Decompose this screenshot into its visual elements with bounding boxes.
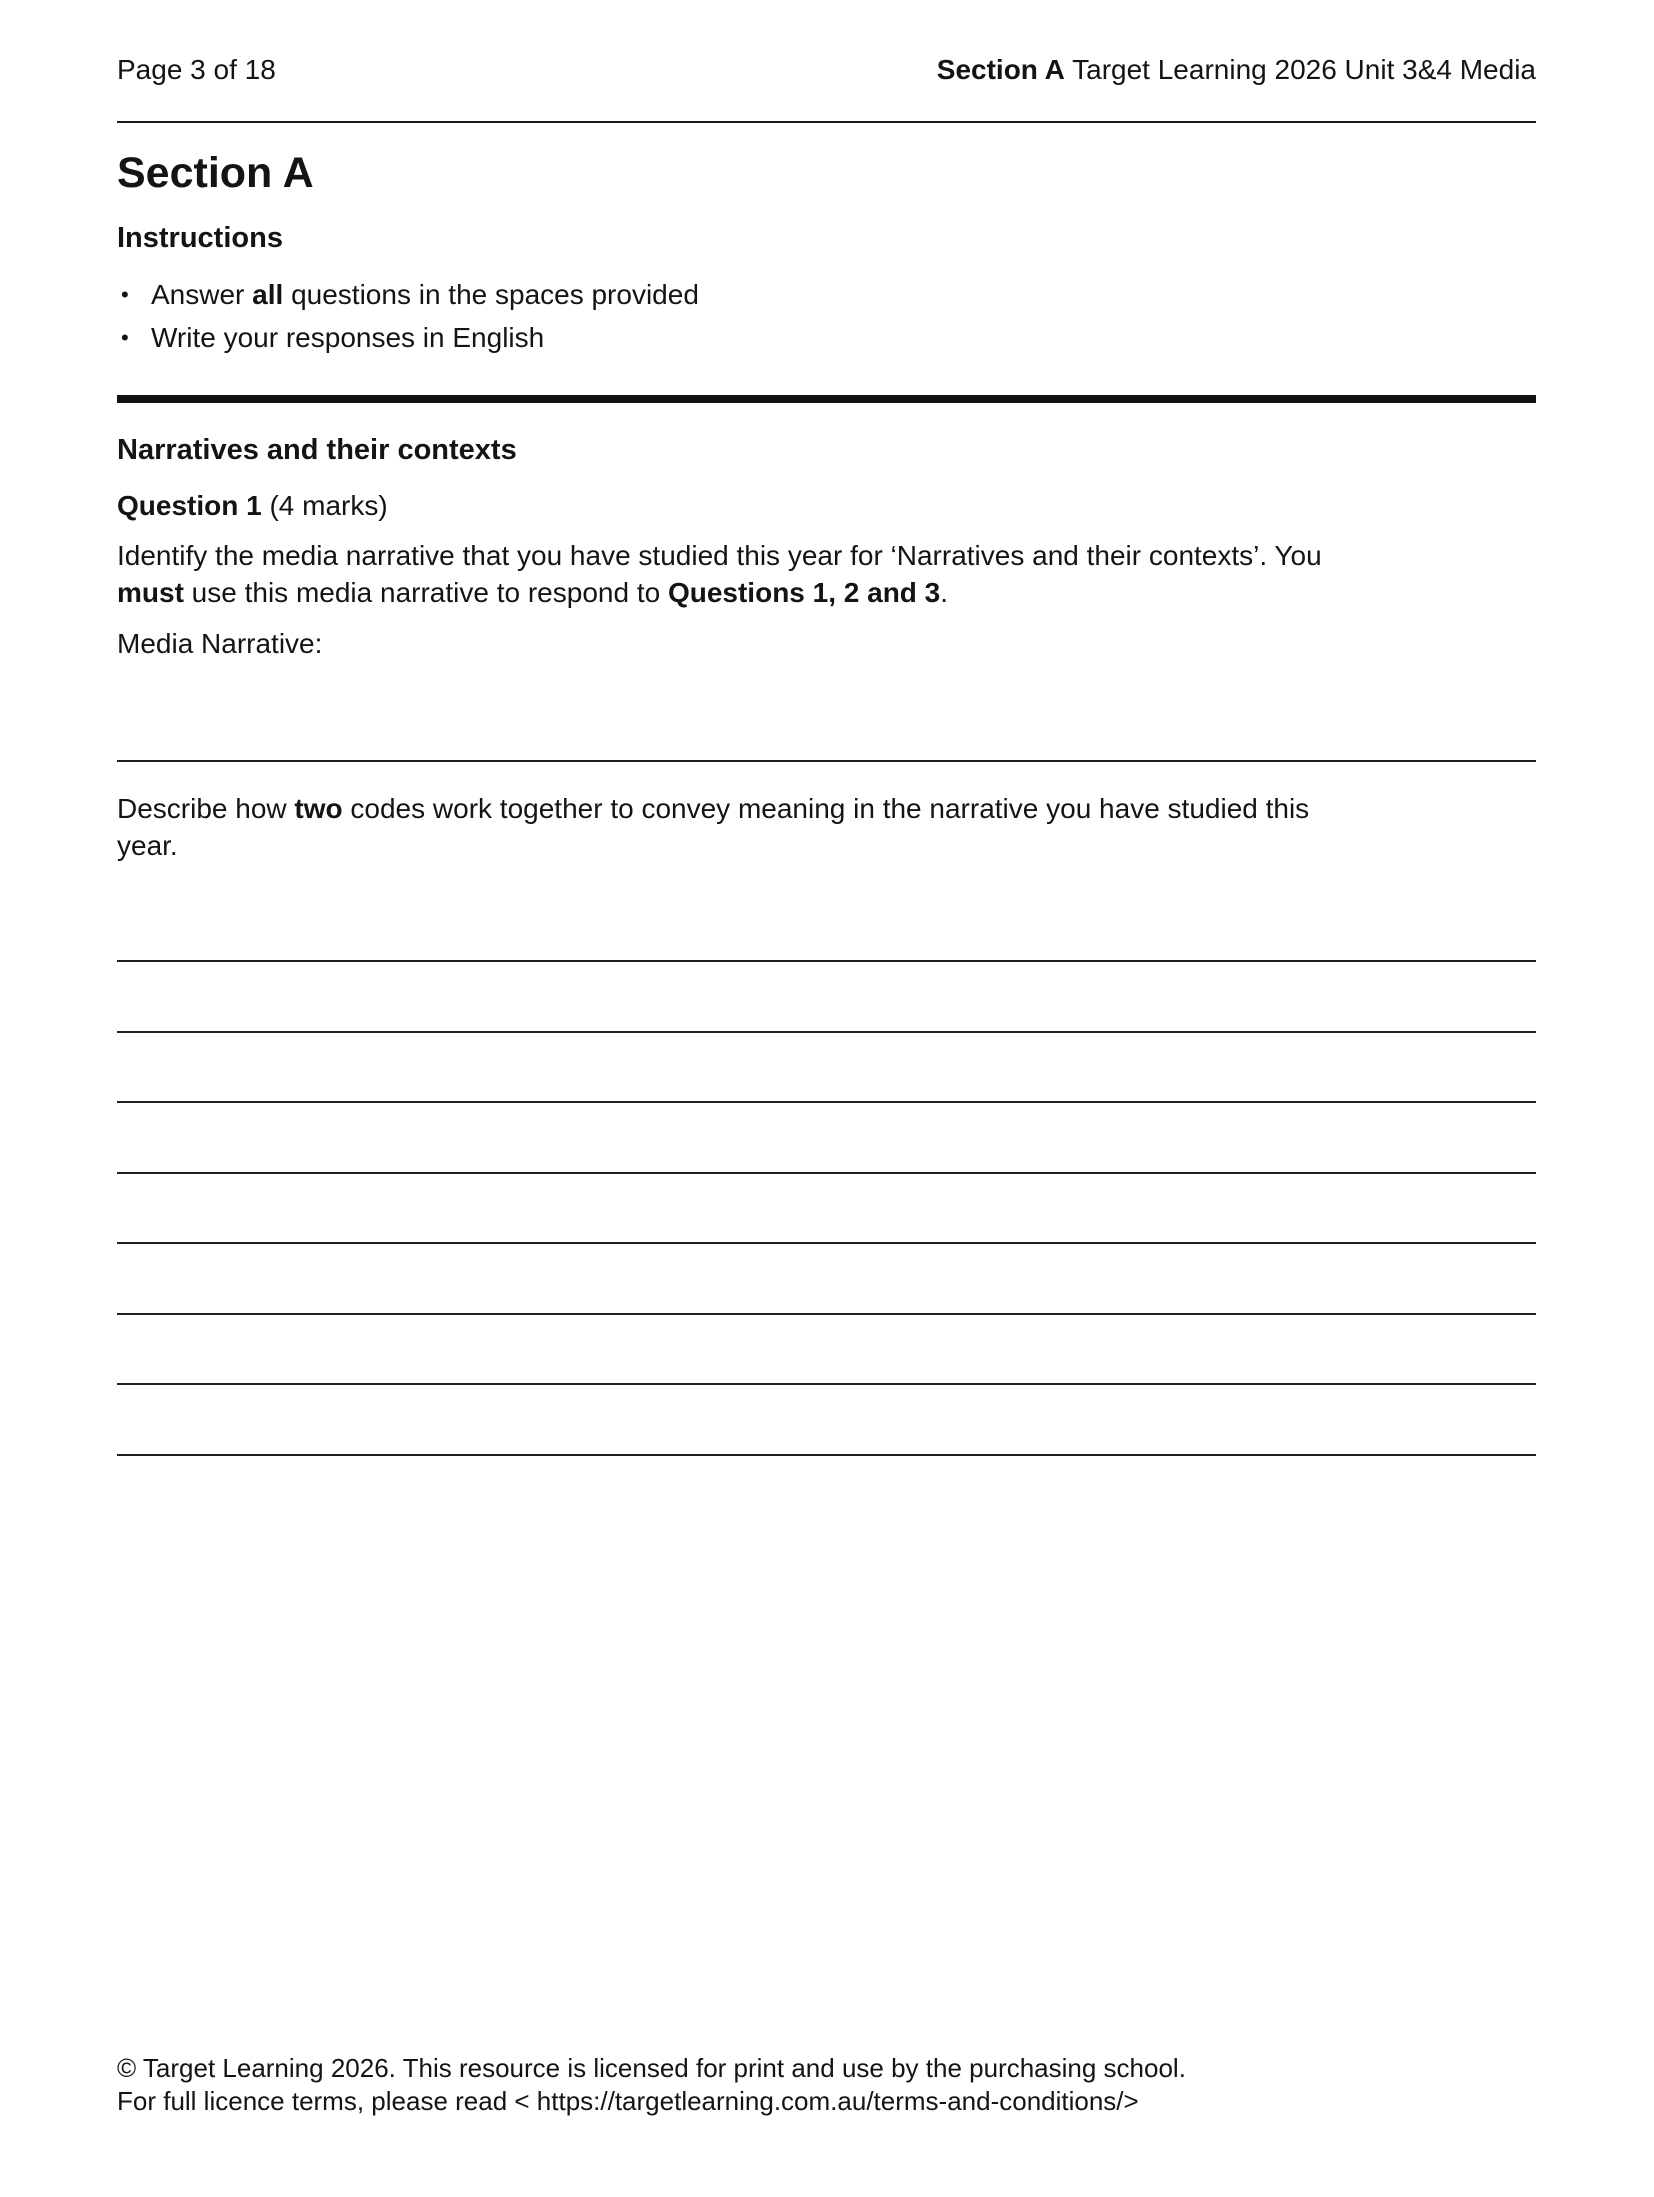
instruction-text: Write your responses in English	[151, 322, 545, 353]
instructions-heading: Instructions	[117, 222, 283, 254]
describe-line2: year.	[117, 830, 178, 861]
answer-line	[117, 1103, 1536, 1174]
header-divider	[117, 121, 1536, 123]
running-title	[937, 55, 1536, 85]
licence-terms-line: For full licence terms, please read < https://targetlearning.com.au/terms-and-conditions/>	[117, 2086, 1139, 2116]
describe-pre: Describe how	[117, 793, 295, 824]
section-divider	[117, 395, 1536, 403]
question-1-prompt	[117, 537, 1536, 611]
answer-line	[117, 864, 1536, 962]
running-title-text: Target Learning 2026 Unit 3&4 Media	[1064, 54, 1536, 85]
question-marks: (4 marks)	[261, 490, 388, 521]
describe-post: codes work together to convey meaning in the narrative you have studied this	[342, 793, 1310, 824]
answer-line	[117, 1385, 1536, 1456]
prompt-bold-questions: Questions 1, 2 and 3	[667, 577, 941, 608]
topic-heading: Narratives and their contexts	[117, 434, 517, 466]
instruction-item-answer-all	[117, 273, 1536, 316]
page-header	[117, 55, 1536, 85]
instruction-text: Answer	[151, 279, 253, 310]
describe-bold-two: two	[294, 793, 343, 824]
running-title-section: Section A	[936, 54, 1065, 85]
page-number: Page 3 of 18	[117, 54, 276, 85]
instruction-text-bold: all	[252, 279, 284, 310]
prompt-mid: use this media narrative to respond to	[183, 577, 668, 608]
section-title: Section A	[117, 149, 314, 197]
describe-prompt	[117, 790, 1536, 864]
answer-line	[117, 962, 1536, 1033]
media-narrative-answer-line	[117, 662, 1536, 762]
copyright-line: © Target Learning 2026. This resource is licensed for print and use by the purchasing school.	[117, 2053, 1186, 2083]
page-footer	[117, 2052, 1536, 2118]
question-1-heading	[117, 489, 1536, 523]
answer-line	[117, 1244, 1536, 1315]
answer-lines	[117, 864, 1536, 1456]
instruction-text: questions in the spaces provided	[283, 279, 699, 310]
answer-line	[117, 1033, 1536, 1104]
prompt-bold-must: must	[117, 577, 184, 608]
media-narrative-label: Media Narrative:	[117, 628, 323, 659]
prompt-end: .	[940, 577, 949, 608]
instructions-list	[117, 273, 1536, 359]
instruction-item-english	[117, 316, 1536, 359]
answer-line	[117, 1174, 1536, 1245]
question-number: Question 1	[117, 490, 262, 521]
answer-line	[117, 1315, 1536, 1386]
prompt-line1: Identify the media narrative that you have studied this year for ‘Narratives and their contexts’. You	[117, 540, 1322, 571]
